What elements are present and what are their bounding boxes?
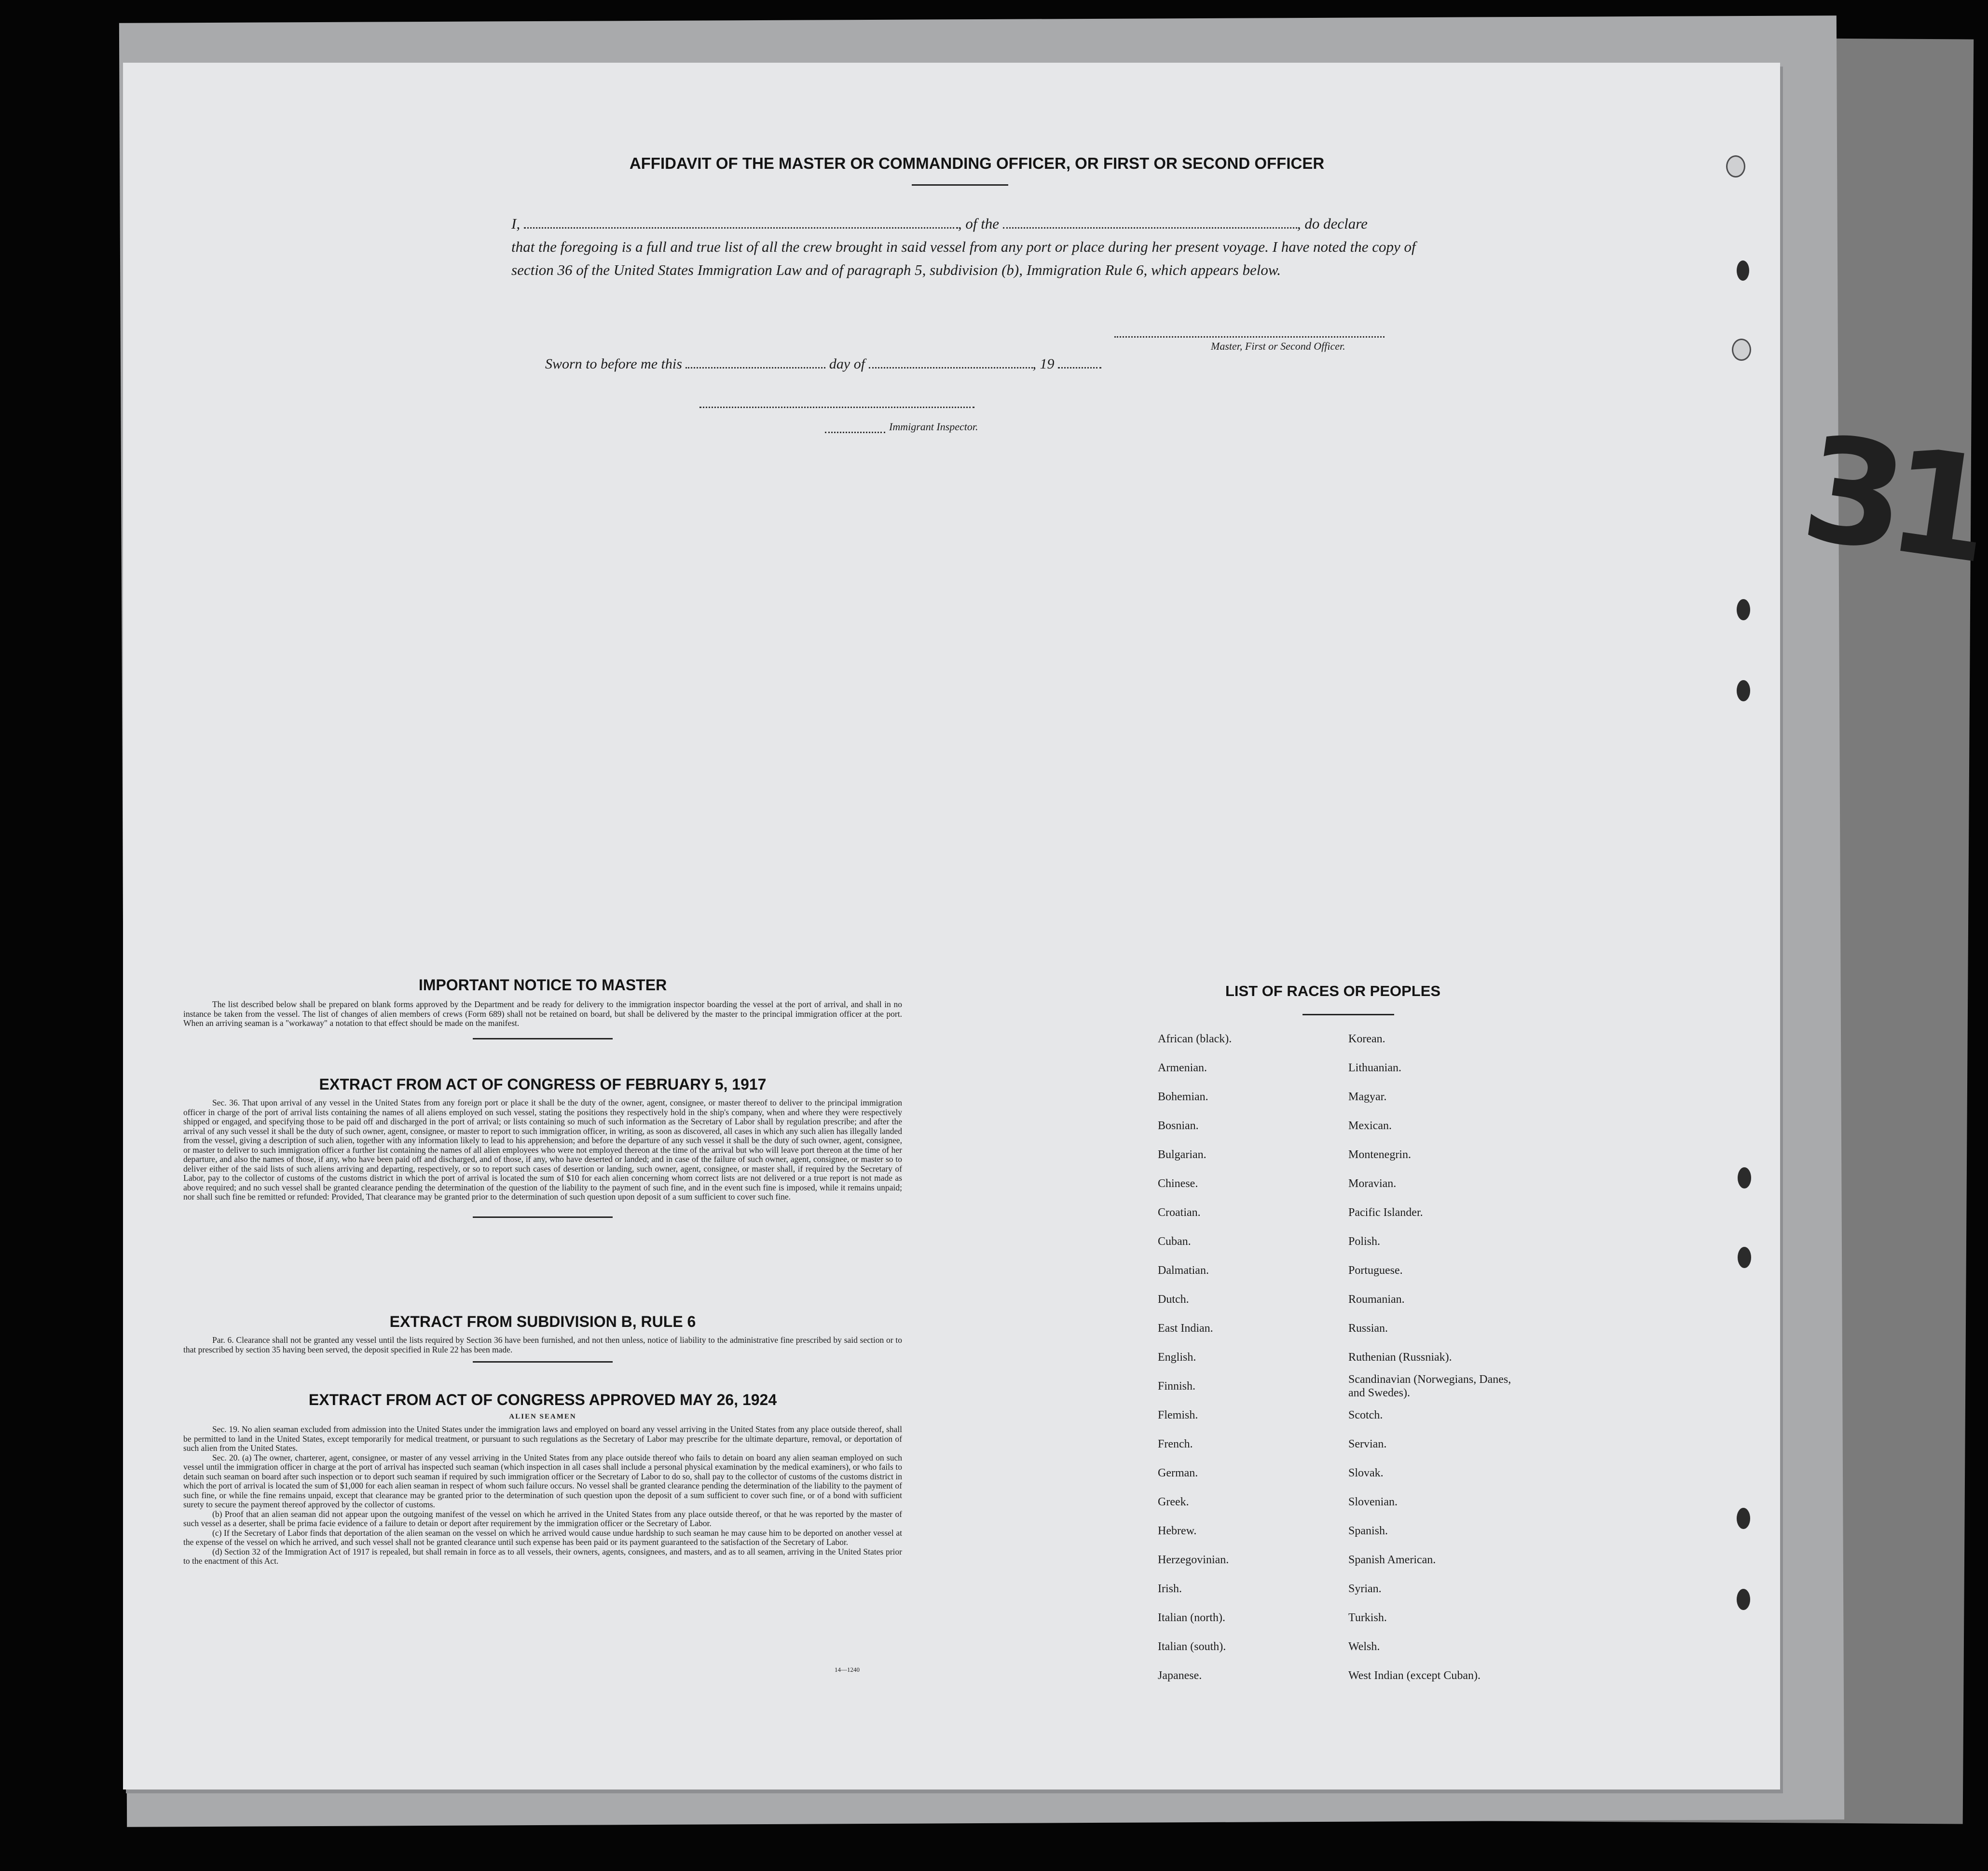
inspector-caption-leader [825,432,885,433]
race-item: Italian (south). [1158,1640,1226,1653]
race-item: African (black). [1158,1033,1232,1045]
affidavit-do-declare: , do declare [1297,215,1368,232]
race-item: Roumanian. [1348,1293,1405,1306]
race-item: Ruthenian (Russniak). [1348,1351,1452,1364]
race-item: English. [1158,1351,1196,1364]
act-1917-text: Sec. 36. That upon arrival of any vessel in the United States from any foreign port or place it shall be the duty of the owner, agent, consignee, or master thereof to deliver to the principal immigration officer in charge of the port of arrival lists containing the names of all aliens employed on such vessel, stating the positions they respectively hold in the ship's company, when and where they were respectively shipped or engaged, and specifying those to be paid off and discharged in the port of arrival; or lists containing so much of such information as the Secretary of Labor shall by regulation prescribe; and after the arrival of any such vessel it shall be the duty of such owner, agent, consignee, or master to report to such immigration officer, in writing, as soon as discovered, all cases in which any such alien has illegally landed from the vessel, giving a description of such alien, together with any information likely to lead to his apprehension; and before the departure of any such vessel it shall be the duty of such owner, agent, consignee, or master to deliver to such immigration officer a further list containing the names of all alien employees who were not employed thereon at the time of the arrival but who will leave port thereon at the time of her departure, and also the names of those, if any, who have been paid off and discharged, and of those, if any, who have deserted or landed; and in case of the failure of such owner, agent, consignee, or master so to deliver either of the said lists of such aliens arriving and departing, respectively, or so to report such cases of desertion or landing, such owner, agent, consignee, or master shall, if required by the Secretary of Labor, pay to the collector of customs of the customs district in which the port of arrival is located the sum of $10 for each alien concerning whom correct lists are not delivered or a true report is not made as above required; and no such vessel shall be granted clearance pending the determination of the question of the liability to the payment of such fine, and in the event such fine is imposed, while it remains unpaid; nor shall such fine be remitted or refunded: Provided, That clearance may be granted prior to the determination of such question upon deposit of a sum sufficient to cover such fine. [183,1098,902,1202]
races-title-rule [1302,1014,1394,1015]
race-item: Hebrew. [1158,1525,1197,1537]
section-divider [473,1038,613,1039]
race-item: Finnish. [1158,1380,1196,1393]
race-item: Greek. [1158,1496,1189,1508]
race-item: Polish. [1348,1235,1381,1248]
race-item: Spanish. [1348,1525,1388,1537]
act-1924-sec20a: Sec. 20. (a) The owner, charterer, agent, consignee, or master of any vessel arriving in the United States from any place outside thereof who fails to detain on board any alien seaman employed on such vessel until the immigration officer in charge at the port of arrival has inspected such seaman (which inspection in all cases shall include a personal physical examination by the medical examiners), or who fails to detain such seaman on board after such inspection or to deport such seaman if required by such immigration officer or the Secretary of Labor to do so, shall pay to the collector of customs of the customs district in which the port of arrival is located the sum of $1,000 for each alien seaman in respect of whom such failure occurs. No vessel shall be granted clearance pending the determination of the liability to the payment of such fine, or while the fine remains unpaid, except that clearance may be granted prior to the determination of such question upon the deposit of a sum sufficient to cover such fine, or of a bond with sufficient surety to secure the payment thereof approved by the collector of customs. [183,1452,902,1509]
important-notice-section [183,976,902,1039]
races-column-left [1158,1024,1232,1690]
race-item: Magyar. [1348,1091,1387,1103]
punch-hole [1737,1508,1750,1529]
race-item: Korean. [1348,1033,1385,1045]
punch-hole [1737,680,1750,701]
race-item: Lithuanian. [1348,1062,1401,1074]
year-blank [1058,365,1101,369]
affidavit-title: AFFIDAVIT OF THE MASTER OR COMMANDING OFFICER, OR FIRST OR SECOND OFFICER [629,154,1325,172]
inspector-signature-line [699,407,974,408]
section-divider [473,1361,613,1363]
rule-6-section [183,1313,902,1363]
race-item: French. [1158,1438,1193,1450]
rule-6-title: EXTRACT FROM SUBDIVISION B, RULE 6 [389,1313,696,1330]
act-1924-sec20c: (c) If the Secretary of Labor finds that deportation of the alien seaman on the vessel on which he arrived would cause undue hardship to such seaman he may cause him to be deported on another vessel at the expense of the vessel on which he arrived, and such vessel shall not be granted clearance until such expense has been paid or its payment guaranteed to the satisfaction of the Secretary of Labor. [183,1528,902,1547]
race-item: Syrian. [1348,1583,1382,1595]
important-notice-text: The list described below shall be prepared on blank forms approved by the Department and be ready for delivery to the immigration inspector boarding the vessel at the port of arrival, and shall in no instance be taken from the vessel. The list of changes of alien members of crews (Form 689) shall not be retained on board, but shall be delivered by the master to the principal immigration officer at the port. When an arriving seaman is a "workaway" a notation to that effect should be made on the manifest. [183,999,902,1028]
race-item: German. [1158,1467,1198,1479]
sworn-prefix: Sworn to before me this [545,356,682,372]
form-number: 14—1240 [835,1666,860,1673]
race-item: Dutch. [1158,1293,1189,1306]
affidavit-of-the: , of the [958,215,1000,232]
race-item: East Indian. [1158,1322,1213,1335]
races-title: LIST OF RACES OR PEOPLES [1225,983,1441,999]
act-1924-sec20b: (b) Proof that an alien seaman did not appear upon the outgoing manifest of the vessel on which he arrived in the United States from any place outside thereof, or that he was reported by the master of such vessel as a deserter, shall be prima facie evidence of a failure to detain or deport after requirement by the immigration officer or the Secretary of Labor. [183,1509,902,1528]
race-item: Spanish American. [1348,1554,1436,1566]
race-item: Bohemian. [1158,1091,1208,1103]
punch-hole [1738,1247,1751,1268]
race-item: Slovak. [1348,1467,1384,1479]
act-1924-section [183,1391,902,1566]
affidavit-intro: I, [511,215,521,232]
punch-hole [1737,1589,1750,1610]
race-item: Herzegovinian. [1158,1554,1229,1566]
master-signature-line [1114,336,1385,338]
alien-seamen-subtitle: ALIEN SEAMEN [509,1413,576,1420]
race-item: Servian. [1348,1438,1387,1450]
race-item: Mexican. [1348,1120,1392,1132]
race-item: Slovenian. [1348,1496,1398,1508]
affidavit-declaration-line [511,212,1428,235]
race-item: Flemish. [1158,1409,1198,1421]
race-item: Italian (north). [1158,1612,1225,1624]
race-item: Scandinavian (Norwegians, Danes, and Swedes). [1348,1373,1511,1399]
race-item: Pacific Islander. [1348,1206,1423,1219]
name-blank [524,225,958,229]
race-item: West Indian (except Cuban). [1348,1669,1481,1682]
race-item: Irish. [1158,1583,1182,1595]
act-1924-title: EXTRACT FROM ACT OF CONGRESS APPROVED MAY 26, 1924 [308,1391,777,1408]
race-item: Welsh. [1348,1640,1380,1653]
race-item: Bulgarian. [1158,1148,1207,1161]
affidavit-declaration [511,212,1428,282]
act-1924-sec19: Sec. 19. No alien seaman excluded from admission into the United States under the immigration laws and employed on board any vessel arriving in the United States from any place outside thereof, shall be permitted to land in the United States, except temporarily for medical treatment, or pursuant to such regulations as the Secretary of Labor may prescribe for the ultimate departure, removal, or deportation of such alien from the United States. [183,1424,902,1453]
punch-hole [1737,260,1749,281]
affidavit-body: that the foregoing is a full and true list of all the crew brought in said vessel from any port or place during her present voyage. I have noted the copy of section 36 of the United States Immigration Law and of paragraph 5, subdivision (b), Immigration Rule 6, which appears below. [511,238,1416,278]
act-1917-title: EXTRACT FROM ACT OF CONGRESS OF FEBRUARY 5, 1917 [319,1076,767,1093]
inspector-caption: Immigrant Inspector. [889,421,978,433]
act-1917-section [183,1076,902,1218]
race-item: Russian. [1348,1322,1388,1335]
race-item: Croatian. [1158,1206,1201,1219]
punch-hole [1726,155,1745,178]
race-item: Cuban. [1158,1235,1191,1248]
affidavit-title-rule [912,184,1008,186]
race-item: Turkish. [1348,1612,1387,1624]
races-column-right [1348,1024,1522,1690]
master-signature-caption: Master, First or Second Officer. [1211,340,1345,352]
important-notice-title: IMPORTANT NOTICE TO MASTER [418,976,667,994]
race-item: Chinese. [1158,1177,1198,1190]
handwritten-mark: 31 [1793,403,1988,595]
race-item: Bosnian. [1158,1120,1199,1132]
act-1924-sec20d: (d) Section 32 of the Immigration Act of 1917 is repealed, but shall remain in force as to all vessels, their owners, agents, consignees, and masters, and as to all seamen, arriving in the United States prior to the enactment of this Act. [183,1546,902,1566]
sworn-line [545,356,1101,372]
race-item: Scotch. [1348,1409,1383,1421]
day-blank [686,365,825,369]
race-item: Dalmatian. [1158,1264,1209,1277]
day-of-label: day of [829,356,865,372]
punch-hole [1737,599,1750,620]
punch-hole [1732,339,1751,361]
race-item: Moravian. [1348,1177,1397,1190]
punch-hole [1738,1167,1751,1188]
year-prefix: , 19 [1032,356,1055,372]
race-item: Armenian. [1158,1062,1207,1074]
vessel-blank [1003,225,1297,229]
rule-6-text: Par. 6. Clearance shall not be granted any vessel until the lists required by Section 36 have been furnished, and not then unless, notice of liability to the administrative fine prescribed by said section or to that prescribed by section 35 having been served, the deposit specified in Rule 22 has been made. [183,1335,902,1354]
race-item: Japanese. [1158,1669,1202,1682]
race-item: Portuguese. [1348,1264,1403,1277]
month-blank [869,365,1033,369]
race-item: Montenegrin. [1348,1148,1411,1161]
section-divider [473,1216,613,1218]
